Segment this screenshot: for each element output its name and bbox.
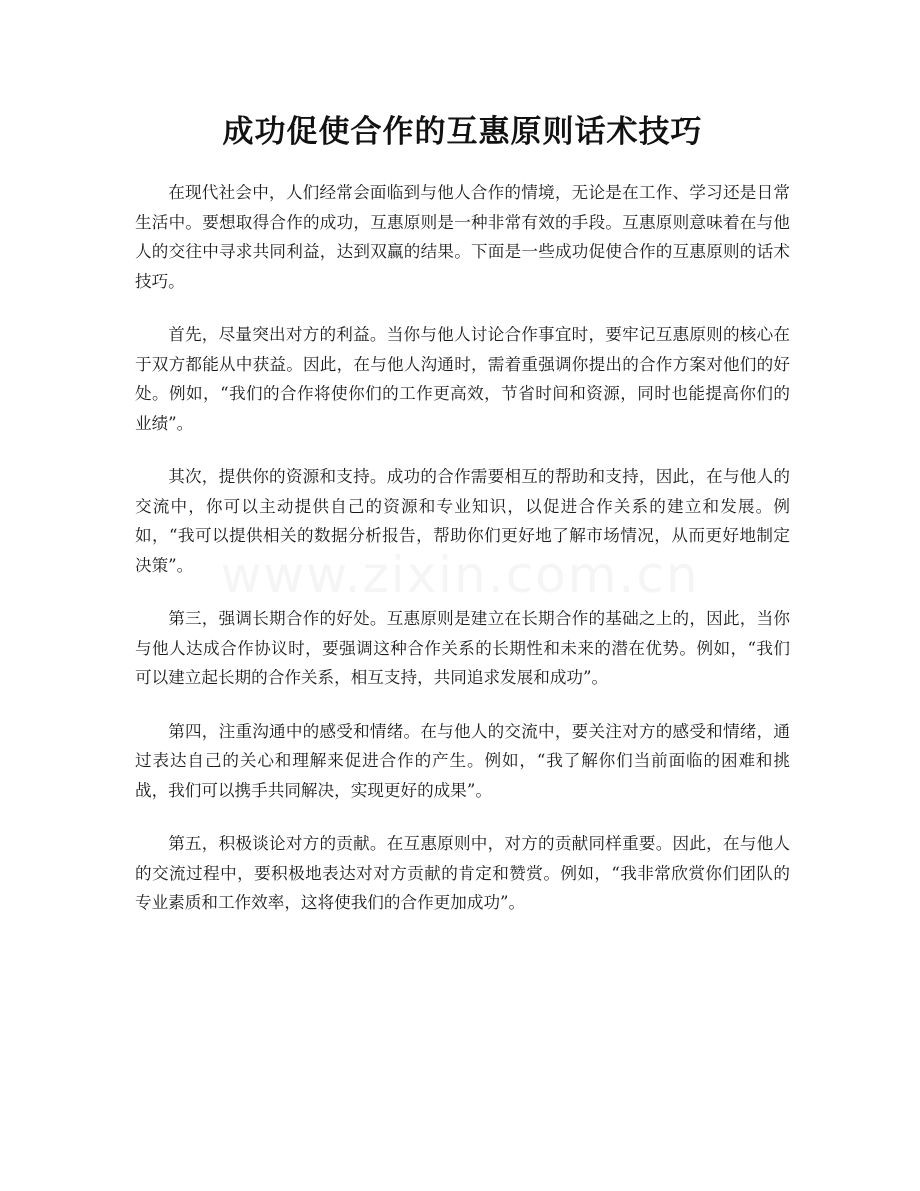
document-title: 成功促使合作的互惠原则话术技巧: [222, 114, 703, 150]
paragraph-second: 其次，提供你的资源和支持。成功的合作需要相互的帮助和支持，因此，在与他人的交流中，你可以主动提供自己的资源和专业知识，以促进合作关系的建立和发展。例如，“我可以提供相关的数据分析报告，帮助你们更好地了解市场情况，从而更好地制定决策”。: [135, 467, 790, 575]
paragraph-fifth: 第五，积极谈论对方的贡献。在互惠原则中，对方的贡献同样重要。因此，在与他人的交流过程中，要积极地表达对对方贡献的肯定和赞赏。例如，“我非常欣赏你们团队的专业素质和工作效率，这将使我们的合作更加成功”。: [135, 834, 790, 912]
document-body: [135, 178, 790, 918]
paragraph-third: 第三，强调长期合作的好处。互惠原则是建立在长期合作的基础之上的，因此，当你与他人达成合作协议时，要强调这种合作关系的长期性和未来的潜在优势。例如，“我们可以建立起长期的合作关系，相互支持，共同追求发展和成功”。: [135, 609, 790, 687]
paragraph-intro: 在现代社会中，人们经常会面临到与他人合作的情境，无论是在工作、学习还是日常生活中。要想取得合作的成功，互惠原则是一种非常有效的手段。互惠原则意味着在与他人的交往中寻求共同利益，达到双赢的结果。下面是一些成功促使合作的互惠原则的话术技巧。: [135, 183, 790, 291]
paragraph-fourth: 第四，注重沟通中的感受和情绪。在与他人的交流中，要关注对方的感受和情绪，通过表达自己的关心和理解来促进合作的产生。例如，“我了解你们当前面临的困难和挑战，我们可以携手共同解决，实现更好的成果”。: [135, 721, 790, 800]
watermark: www.zixin.com.cn: [220, 546, 700, 604]
paragraph-first: 首先，尽量突出对方的利益。当你与他人讨论合作事宜时，要牢记互惠原则的核心在于双方都能从中获益。因此，在与他人沟通时，需着重强调你提出的合作方案对他们的好处。例如，“我们的合作将使你们的工作更高效，节省时间和资源，同时也能提高你们的业绩”。: [135, 325, 790, 433]
